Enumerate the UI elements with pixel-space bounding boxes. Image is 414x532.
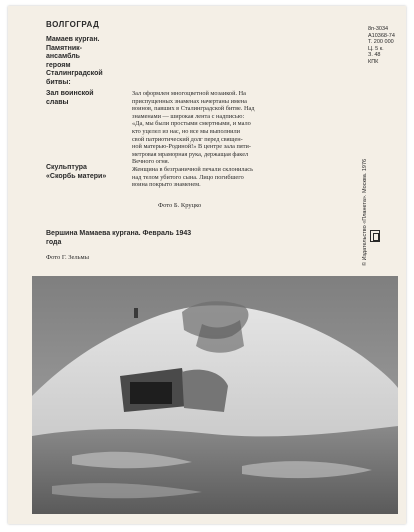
sculpture-heading-line: Скульптура	[46, 164, 87, 171]
hall-text-line: знаменами — широкая лента с надписью:	[132, 112, 245, 120]
hall-text-line: свой патриотический долг перед священ-	[132, 135, 243, 143]
print-code: З. 48	[368, 52, 381, 59]
mamayev-kurgan-photo	[32, 276, 398, 514]
print-code: Ц. 5 к.	[368, 45, 384, 52]
print-code: Т. 200 000	[368, 39, 394, 46]
hall-heading	[46, 90, 126, 107]
print-codes	[368, 26, 395, 66]
subject-line: Сталинградской	[46, 70, 103, 77]
sculpture-heading	[46, 164, 126, 181]
bunker-opening	[130, 382, 172, 404]
hall-text-line: воинов, павших в Сталинградской битве. Над	[132, 105, 255, 113]
subject-line: героям	[46, 61, 71, 69]
subject-line: Мамаев курган.	[46, 36, 100, 43]
sculpture-text-line: Женщина в безграничной печали склонилась	[132, 166, 253, 173]
photo-caption	[46, 230, 286, 247]
print-code: 8п-3034	[368, 26, 389, 32]
post	[134, 308, 138, 318]
city-heading: ВОЛГОГРАД	[46, 20, 100, 29]
hall-heading-line: Зал воинской	[46, 90, 94, 97]
postcard-back	[8, 6, 406, 524]
publisher-logo	[370, 230, 380, 242]
subject-title	[46, 36, 126, 87]
hall-heading-line: славы	[46, 98, 69, 106]
caption-line: Вершина Мамаева кургана. Февраль 1943	[46, 230, 192, 237]
hall-text-line: метровая мраморная рука, держащая факел	[132, 150, 249, 158]
sculpture-description	[132, 166, 364, 189]
photo-credit-kruczko: Фото Б. Круцко	[158, 202, 202, 209]
sculpture-text-line: воина покрыто знаменем.	[132, 181, 201, 189]
hall-text-line: Зал оформлен многоцветной мозаикой. На	[132, 90, 246, 97]
hall-description	[132, 90, 364, 166]
publisher-text: © Издательство «Планета». Москва. 1976	[362, 158, 368, 266]
hall-text-line: приспущенных знаменах начертаны имена	[132, 97, 247, 105]
print-code: КПК	[368, 58, 379, 65]
hall-text-line: ной матерью-Родиной!» В центре зала пяти-	[132, 143, 251, 151]
print-code: А10368-74	[368, 32, 395, 39]
sculpture-text-line: над телом убитого сына. Лицо погибшего	[132, 173, 244, 181]
hall-text-line: Вечного огня.	[132, 158, 170, 166]
subject-line: битвы:	[46, 78, 71, 86]
hall-text-line: «Да, мы были простыми смертными, и мало	[132, 120, 251, 128]
subject-line: Памятник-	[46, 44, 82, 52]
publisher-imprint	[362, 158, 372, 266]
sculpture-heading-line: «Скорбь матери»	[46, 172, 107, 180]
caption-line: года	[46, 238, 62, 246]
photo-credit-zelma: Фото Г. Зельмы	[46, 254, 90, 261]
subject-line: ансамбль	[46, 53, 80, 60]
hall-text-line: кто уцелел из нас, но все мы выполнили	[132, 127, 240, 135]
